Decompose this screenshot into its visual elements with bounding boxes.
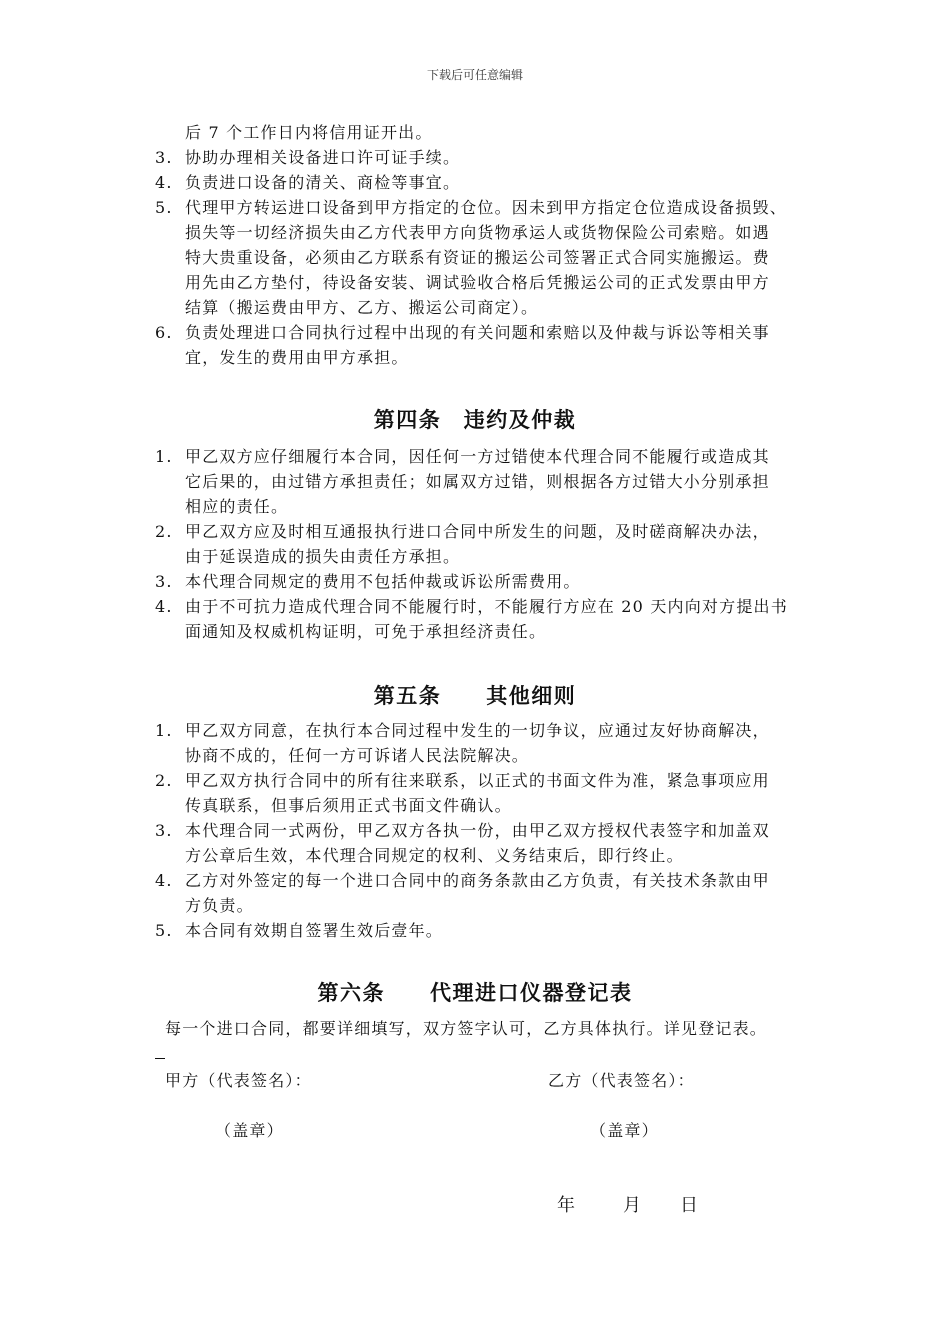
list-item-text: 代理甲方转运进口设备到甲方指定的仓位。因未到甲方指定仓位造成设备损毁、 <box>185 198 788 217</box>
party-a-signature-label: 甲方（代表签名）： <box>165 1071 312 1090</box>
date-year-label: 年 <box>557 1195 577 1216</box>
date-month-label: 月 <box>623 1195 643 1216</box>
list-item-text: 特大贵重设备，必须由乙方联系有资证的搬运公司签署正式合同实施搬运。费 <box>185 248 770 267</box>
list-item-text: 它后果的，由过错方承担责任；如属双方过错，则根据各方过错大小分别承担 <box>185 472 770 491</box>
list-item-text: 甲乙双方同意，在执行本合同过程中发生的一切争议，应通过友好协商解决， <box>185 721 770 740</box>
list-item-text: 本合同有效期自签署生效后壹年。 <box>185 921 444 940</box>
list-item-line <box>155 893 855 918</box>
list-item-number: 4. <box>155 871 173 890</box>
list-item-number: 5. <box>155 921 173 940</box>
list-item-text: 本代理合同规定的费用不包括仲裁或诉讼所需费用。 <box>185 572 581 591</box>
list-item-number: 3. <box>155 821 173 840</box>
list-item-line <box>155 494 855 519</box>
section-5-list <box>155 718 855 943</box>
list-item-line <box>155 519 855 544</box>
list-item-line <box>155 768 855 793</box>
list-item-text: 后 7 个工作日内将信用证开出。 <box>185 123 433 142</box>
section-6-intro: 每一个进口合同，都要详细填写，双方签字认可，乙方具体执行。详见登记表。 <box>165 1019 768 1038</box>
list-item-number: 2. <box>155 771 173 790</box>
list-item-number: 3. <box>155 148 173 167</box>
party-a-seal-label: （盖章） <box>215 1121 284 1140</box>
list-item-text: 用先由乙方垫付，待设备安装、调试验收合格后凭搬运公司的正式发票由甲方 <box>185 273 770 292</box>
list-item-text: 相应的责任。 <box>185 497 289 516</box>
list-item-text: 甲乙双方执行合同中的所有往来联系，以正式的书面文件为准，紧急事项应用 <box>185 771 770 790</box>
list-item-line <box>155 718 855 743</box>
list-item-line <box>155 295 855 320</box>
list-item-text: 乙方对外签定的每一个进口合同中的商务条款由乙方负责，有关技术条款由甲 <box>185 871 770 890</box>
list-item-line <box>155 320 855 345</box>
list-item-line <box>155 220 855 245</box>
list-item-text: 甲乙双方应及时相互通报执行进口合同中所发生的问题，及时磋商解决办法， <box>185 522 770 541</box>
list-item-number: 2. <box>155 522 173 541</box>
list-item-text: 由于延误造成的损失由责任方承担。 <box>185 547 461 566</box>
list-item-line <box>155 469 855 494</box>
section-6-heading: 第六条 代理进口仪器登记表 <box>317 980 633 1005</box>
list-item-line <box>155 743 855 768</box>
list-item-number: 4. <box>155 173 173 192</box>
party-b-signature-label: 乙方（代表签名）： <box>548 1071 695 1090</box>
section-5-heading: 第五条 其他细则 <box>373 683 577 708</box>
list-item-line <box>155 569 855 594</box>
section-4-heading: 第四条 违约及仲裁 <box>373 407 577 432</box>
list-item-text: 协商不成的，任何一方可诉诸人民法院解决。 <box>185 746 530 765</box>
page-header: 下载后可任意编辑 <box>426 68 523 82</box>
list-item-line <box>155 444 855 469</box>
clause-list-continued <box>155 120 855 370</box>
list-item-text: 甲乙双方应仔细履行本合同，因任何一方过错使本代理合同不能履行或造成其 <box>185 447 770 466</box>
list-item-line <box>155 818 855 843</box>
list-item-text: 本代理合同一式两份，甲乙双方各执一份，由甲乙双方授权代表签字和加盖双 <box>185 821 770 840</box>
list-item-line <box>155 245 855 270</box>
list-item-text: 损失等一切经济损失由乙方代表甲方向货物承运人或货物保险公司索赔。如遇 <box>185 223 770 242</box>
list-item-line <box>155 544 855 569</box>
section-4-list <box>155 444 855 644</box>
list-item-text: 由于不可抗力造成代理合同不能履行时，不能履行方应在 20 天内向对方提出书 <box>185 597 788 616</box>
list-item-number: 5. <box>155 198 173 217</box>
list-item-text: 面通知及权威机构证明，可免于承担经济责任。 <box>185 622 547 641</box>
divider-mark <box>155 1058 165 1059</box>
list-item-line <box>155 345 855 370</box>
list-item-text: 方公章后生效，本代理合同规定的权利、义务结束后，即行终止。 <box>185 846 684 865</box>
list-item-text: 协助办理相关设备进口许可证手续。 <box>185 148 461 167</box>
list-item-number: 3. <box>155 572 173 591</box>
list-item-line <box>155 195 855 220</box>
list-item-number: 1. <box>155 721 173 740</box>
list-item-line <box>155 270 855 295</box>
list-item-line <box>155 918 855 943</box>
list-item-number: 6. <box>155 323 173 342</box>
list-item-line <box>155 843 855 868</box>
party-b-seal-label: （盖章） <box>590 1121 659 1140</box>
date-day-label: 日 <box>680 1195 700 1216</box>
list-item-line <box>155 145 855 170</box>
list-item-text: 宜，发生的费用由甲方承担。 <box>185 348 409 367</box>
list-item-line <box>155 594 855 619</box>
list-item-text: 传真联系，但事后须用正式书面文件确认。 <box>185 796 512 815</box>
list-item-text: 方负责。 <box>185 896 254 915</box>
list-item-number: 1. <box>155 447 173 466</box>
list-item-text: 负责处理进口合同执行过程中出现的有关问题和索赔以及仲裁与诉讼等相关事 <box>185 323 770 342</box>
list-item-line <box>155 170 855 195</box>
list-item-line <box>155 619 855 644</box>
list-item-line <box>155 793 855 818</box>
list-item-line <box>155 868 855 893</box>
list-item-text: 负责进口设备的清关、商检等事宜。 <box>185 173 461 192</box>
list-item-number: 4. <box>155 597 173 616</box>
list-item-text: 结算（搬运费由甲方、乙方、搬运公司商定）。 <box>185 298 539 317</box>
list-item-line <box>155 120 855 145</box>
